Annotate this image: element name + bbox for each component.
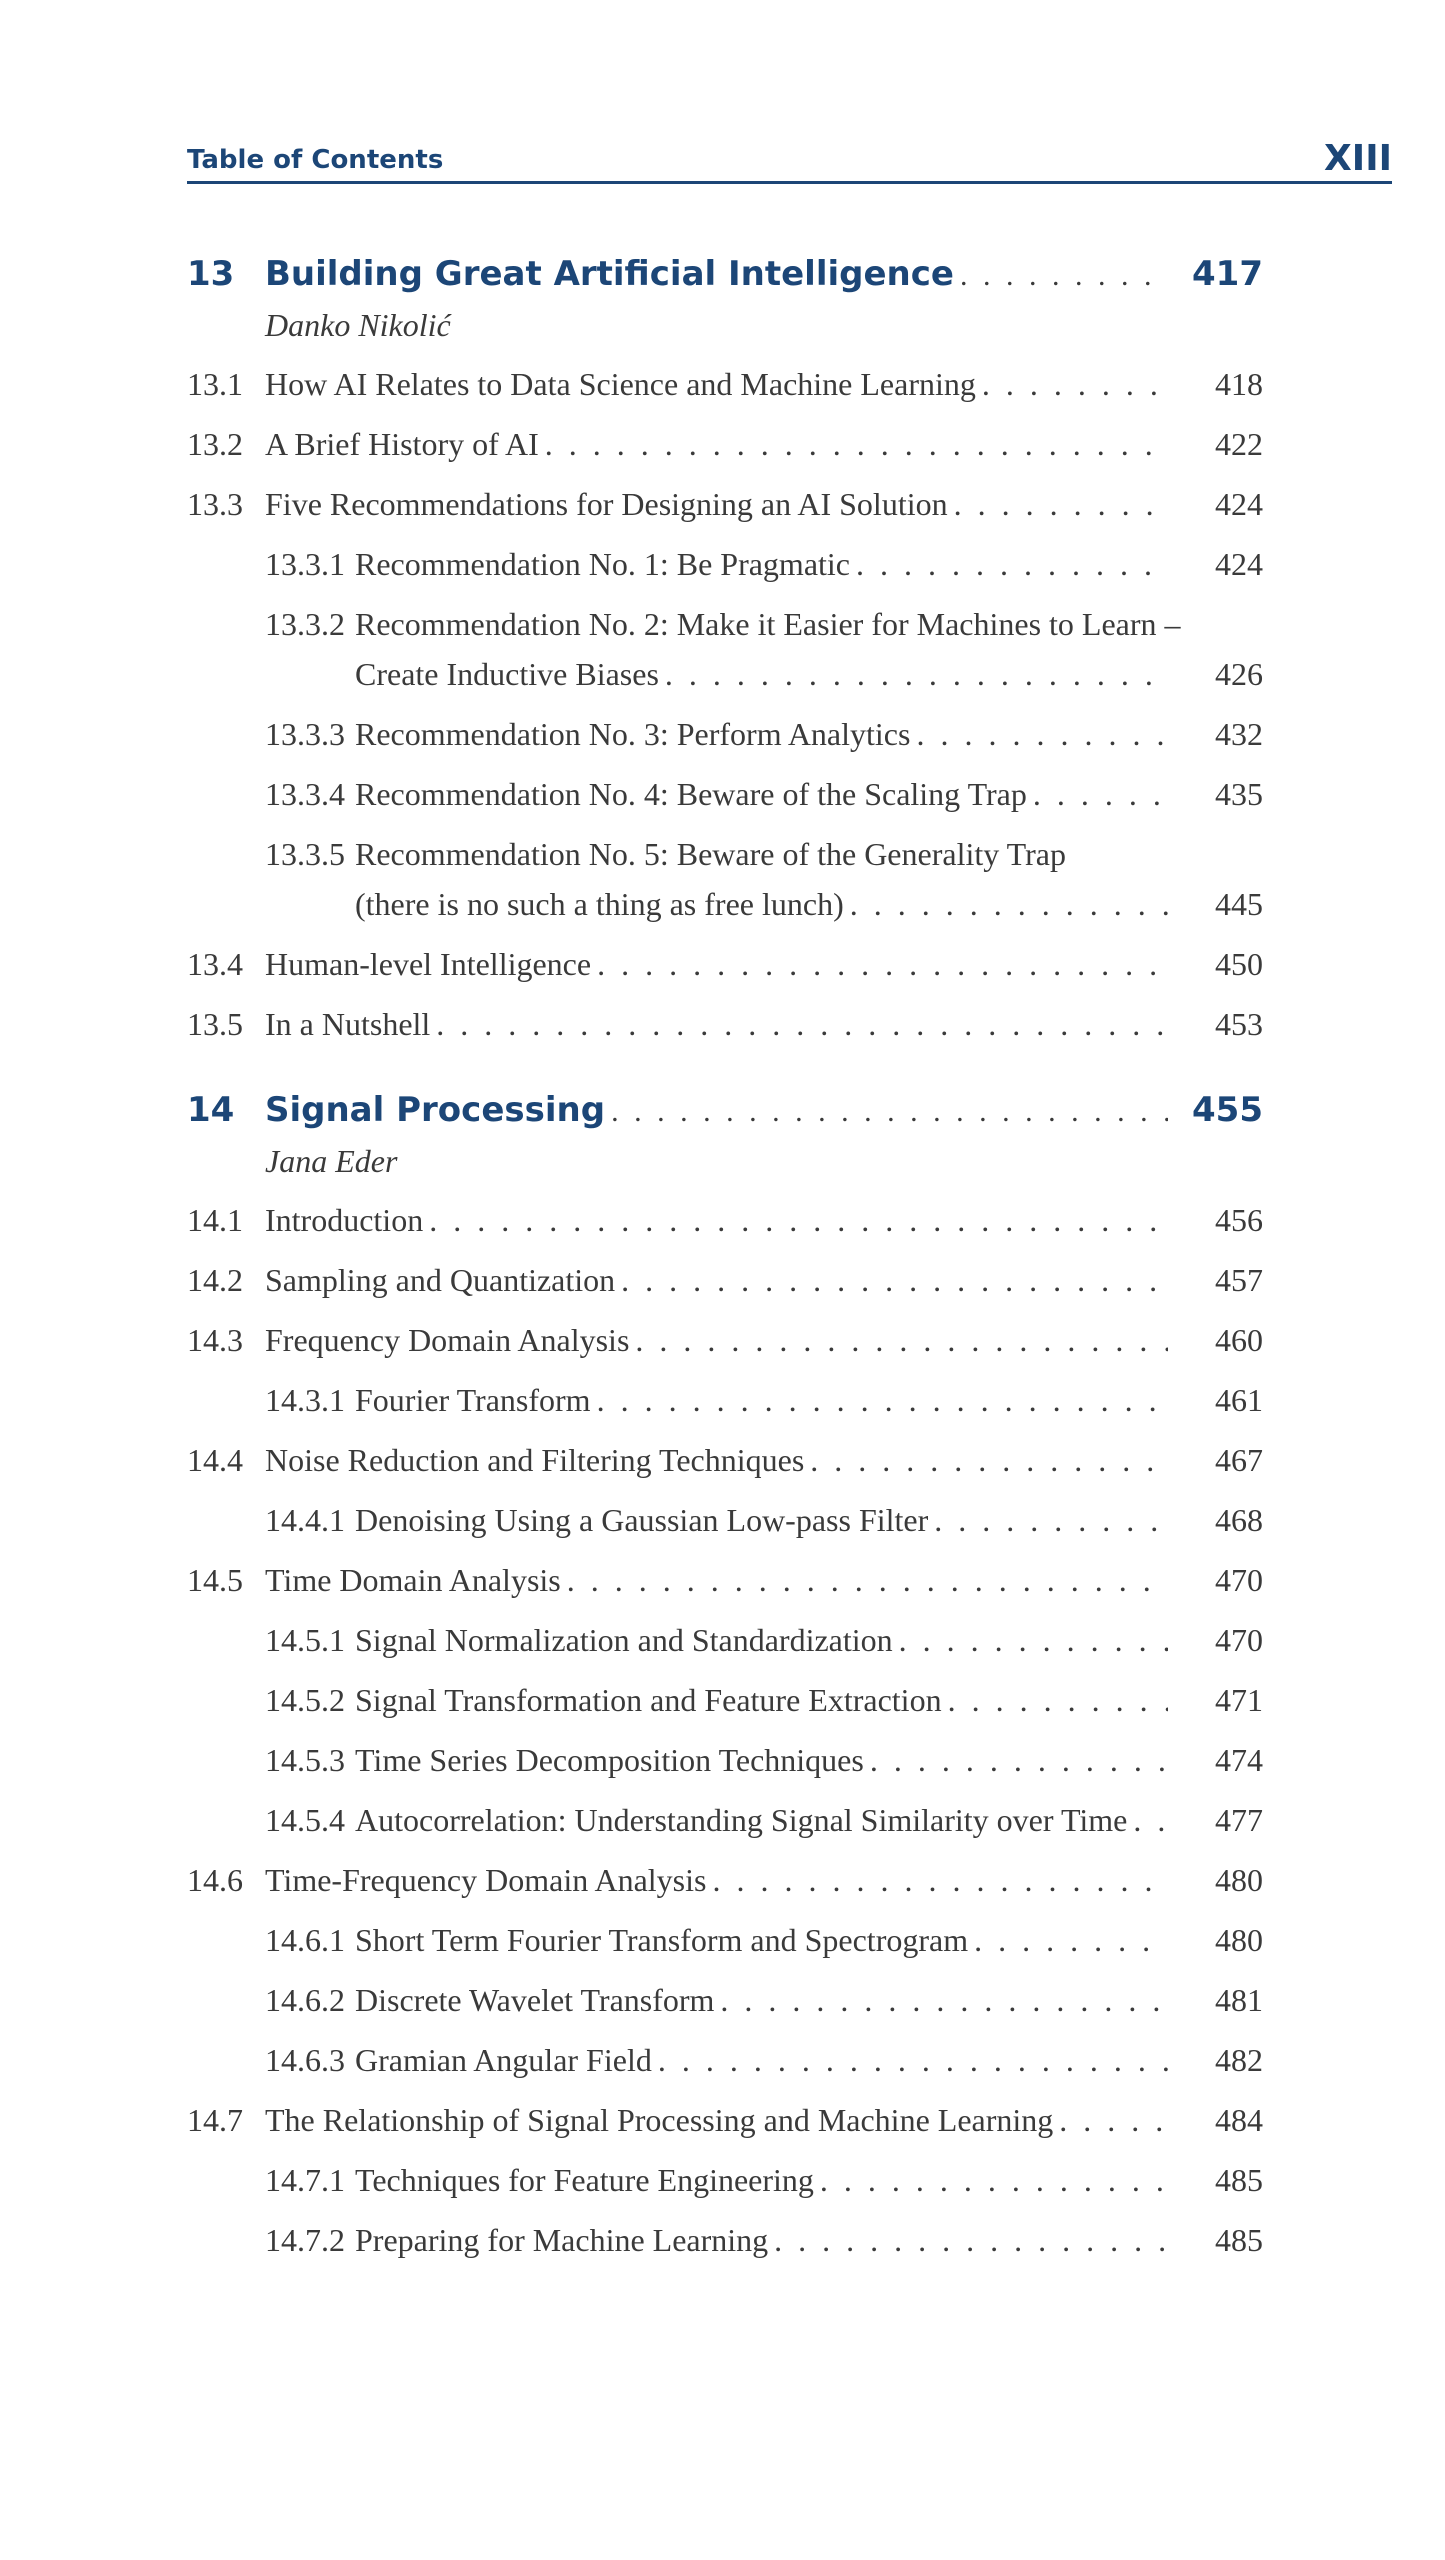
dot-leader xyxy=(960,254,1168,298)
subsection-number: 14.5.2 xyxy=(265,1682,345,1718)
page-number: XIII xyxy=(1324,138,1392,179)
subsection-title: Gramian Angular Field xyxy=(355,2042,652,2078)
subsection-title: Time Series Decomposition Techniques xyxy=(355,1742,864,1778)
dot-leader xyxy=(712,1858,1168,1902)
dot-leader xyxy=(1059,2098,1168,2142)
section-number: 13.2 xyxy=(187,426,243,462)
subsection-number: 14.6.3 xyxy=(265,2042,345,2078)
subsection-number: 14.7.2 xyxy=(265,2222,345,2258)
chapter-heading[interactable] xyxy=(187,1088,1263,1132)
subsection-title: Techniques for Feature Engineering xyxy=(355,2162,814,2198)
toc-entry[interactable] xyxy=(187,942,1263,986)
subsection-title: Preparing for Machine Learning xyxy=(355,2222,769,2258)
section-title: In a Nutshell xyxy=(265,1006,431,1042)
subsection-page: 480 xyxy=(1215,1922,1263,1958)
dot-leader xyxy=(954,482,1168,526)
section-page: 418 xyxy=(1215,366,1263,402)
dot-leader xyxy=(621,1258,1168,1302)
dot-leader xyxy=(850,882,1168,926)
subsection-title: Denoising Using a Gaussian Low-pass Filter xyxy=(355,1502,929,1538)
section-title: Introduction xyxy=(265,1202,424,1238)
subsection-title: Signal Transformation and Feature Extraction xyxy=(355,1682,942,1718)
subsection-page: 424 xyxy=(1215,546,1263,582)
section-page: 470 xyxy=(1215,1562,1263,1598)
toc-entry[interactable] xyxy=(187,832,1263,876)
section-number: 13.3 xyxy=(187,486,243,522)
toc-entry[interactable] xyxy=(187,1858,1263,1902)
toc-entry[interactable] xyxy=(187,362,1263,406)
subsection-page: 461 xyxy=(1215,1382,1263,1418)
toc-entry[interactable] xyxy=(187,1258,1263,1302)
chapter-page: 417 xyxy=(1192,254,1263,294)
dot-leader xyxy=(974,1918,1168,1962)
section-number: 14.1 xyxy=(187,1202,243,1238)
toc-entry[interactable] xyxy=(187,772,1263,816)
dot-leader xyxy=(635,1318,1168,1362)
section-page: 460 xyxy=(1215,1322,1263,1358)
subsection-number: 13.3.1 xyxy=(265,546,345,582)
dot-leader xyxy=(916,712,1168,756)
dot-leader xyxy=(982,362,1168,406)
chapter-heading[interactable] xyxy=(187,252,1263,296)
subsection-title: Recommendation No. 1: Be Pragmatic xyxy=(355,546,850,582)
subsection-number: 14.6.2 xyxy=(265,1982,345,2018)
dot-leader xyxy=(870,1738,1168,1782)
subsection-page: 485 xyxy=(1215,2222,1263,2258)
section-page: 480 xyxy=(1215,1862,1263,1898)
subsection-title-continued: (there is no such a thing as free lunch) xyxy=(355,886,844,922)
toc-entry-continuation[interactable] xyxy=(187,882,1263,926)
subsection-page: 468 xyxy=(1215,1502,1263,1538)
section-title: Noise Reduction and Filtering Techniques xyxy=(265,1442,805,1478)
section-number: 13.5 xyxy=(187,1006,243,1042)
section-number: 14.2 xyxy=(187,1262,243,1298)
subsection-number: 13.3.3 xyxy=(265,716,345,752)
subsection-title: Signal Normalization and Standardization xyxy=(355,1622,893,1658)
chapter-author: Danko Nikolić xyxy=(265,307,451,343)
dot-leader xyxy=(856,542,1168,586)
toc-entry[interactable] xyxy=(187,1978,1263,2022)
dot-leader xyxy=(436,1002,1168,1046)
dot-leader xyxy=(567,1558,1168,1602)
section-number: 14.3 xyxy=(187,1322,243,1358)
subsection-title: Recommendation No. 2: Make it Easier for Machines to Learn – xyxy=(355,606,1181,642)
subsection-title: Autocorrelation: Understanding Signal Similarity over Time xyxy=(355,1802,1128,1838)
section-title: Human-level Intelligence xyxy=(265,946,592,982)
dot-leader xyxy=(934,1498,1168,1542)
section-page: 457 xyxy=(1215,1262,1263,1298)
dot-leader xyxy=(665,652,1168,696)
subsection-title: Short Term Fourier Transform and Spectrogram xyxy=(355,1922,969,1958)
subsection-title: Recommendation No. 3: Perform Analytics xyxy=(355,716,911,752)
toc-entry[interactable] xyxy=(187,1798,1263,1842)
toc-entry[interactable] xyxy=(187,1618,1263,1662)
subsection-number: 14.6.1 xyxy=(265,1922,345,1958)
toc-entry[interactable] xyxy=(187,712,1263,756)
subsection-number: 14.3.1 xyxy=(265,1382,345,1418)
section-number: 13.1 xyxy=(187,366,243,402)
dot-leader xyxy=(545,422,1168,466)
section-page: 453 xyxy=(1215,1006,1263,1042)
toc-entry[interactable] xyxy=(187,1318,1263,1362)
toc-entry[interactable] xyxy=(187,602,1263,646)
subsection-page: 474 xyxy=(1215,1742,1263,1778)
section-number: 14.6 xyxy=(187,1862,243,1898)
subsection-number: 14.4.1 xyxy=(265,1502,345,1538)
section-number: 14.7 xyxy=(187,2102,243,2138)
section-title: How AI Relates to Data Science and Machine Learning xyxy=(265,366,976,402)
subsection-page: 426 xyxy=(1215,656,1263,692)
subsection-title: Recommendation No. 4: Beware of the Scaling Trap xyxy=(355,776,1027,812)
subsection-page: 435 xyxy=(1215,776,1263,812)
section-title: Five Recommendations for Designing an AI Solution xyxy=(265,486,948,522)
subsection-number: 14.5.3 xyxy=(265,1742,345,1778)
subsection-page: 485 xyxy=(1215,2162,1263,2198)
subsection-title: Discrete Wavelet Transform xyxy=(355,1982,715,2018)
subsection-page: 477 xyxy=(1215,1802,1263,1838)
section-number: 13.4 xyxy=(187,946,243,982)
toc-entry[interactable] xyxy=(187,1738,1263,1782)
section-page: 484 xyxy=(1215,2102,1263,2138)
toc-entry[interactable] xyxy=(187,1918,1263,1962)
dot-leader xyxy=(597,942,1168,986)
toc-entry[interactable] xyxy=(187,1198,1263,1242)
subsection-number: 14.5.4 xyxy=(265,1802,345,1838)
dot-leader xyxy=(597,1378,1168,1422)
section-page: 456 xyxy=(1215,1202,1263,1238)
subsection-title: Recommendation No. 5: Beware of the Generality Trap xyxy=(355,836,1066,872)
toc-entry[interactable] xyxy=(187,2098,1263,2142)
section-title: The Relationship of Signal Processing and Machine Learning xyxy=(265,2102,1054,2138)
dot-leader xyxy=(810,1438,1168,1482)
section-title: Sampling and Quantization xyxy=(265,1262,616,1298)
subsection-number: 13.3.4 xyxy=(265,776,345,812)
section-title: Time-Frequency Domain Analysis xyxy=(265,1862,707,1898)
section-title: A Brief History of AI xyxy=(265,426,539,462)
subsection-page: 482 xyxy=(1215,2042,1263,2078)
section-title: Frequency Domain Analysis xyxy=(265,1322,630,1358)
subsection-number: 14.7.1 xyxy=(265,2162,345,2198)
dot-leader xyxy=(948,1678,1168,1722)
running-title: Table of Contents xyxy=(187,145,444,175)
toc-entry[interactable] xyxy=(187,2218,1263,2262)
dot-leader xyxy=(1133,1798,1168,1842)
subsection-number: 13.3.2 xyxy=(265,606,345,642)
section-number: 14.4 xyxy=(187,1442,243,1478)
subsection-number: 13.3.5 xyxy=(265,836,345,872)
section-number: 14.5 xyxy=(187,1562,243,1598)
chapter-title: Signal Processing xyxy=(265,1090,606,1130)
subsection-number: 14.5.1 xyxy=(265,1622,345,1658)
subsection-title: Fourier Transform xyxy=(355,1382,591,1418)
page-header xyxy=(187,128,1392,184)
dot-leader xyxy=(611,1090,1168,1134)
chapter-number: 13 xyxy=(187,254,235,294)
chapter-title: Building Great Artificial Intelligence xyxy=(265,254,954,294)
toc-entry[interactable] xyxy=(187,1378,1263,1422)
section-page: 467 xyxy=(1215,1442,1263,1478)
toc-entry[interactable] xyxy=(187,1002,1263,1046)
subsection-page: 471 xyxy=(1215,1682,1263,1718)
section-title: Time Domain Analysis xyxy=(265,1562,561,1598)
toc-entry[interactable] xyxy=(187,1438,1263,1482)
subsection-page: 470 xyxy=(1215,1622,1263,1658)
subsection-title-continued: Create Inductive Biases xyxy=(355,656,659,692)
dot-leader xyxy=(1033,772,1168,816)
chapter-number: 14 xyxy=(187,1090,235,1130)
section-page: 450 xyxy=(1215,946,1263,982)
toc-entry[interactable] xyxy=(187,422,1263,466)
section-page: 424 xyxy=(1215,486,1263,522)
dot-leader xyxy=(820,2158,1168,2202)
subsection-page: 432 xyxy=(1215,716,1263,752)
toc-entry[interactable] xyxy=(187,482,1263,526)
section-page: 422 xyxy=(1215,426,1263,462)
subsection-page: 445 xyxy=(1215,886,1263,922)
toc-entry-continuation[interactable] xyxy=(187,652,1263,696)
toc-entry[interactable] xyxy=(187,542,1263,586)
dot-leader xyxy=(720,1978,1168,2022)
dot-leader xyxy=(774,2218,1168,2262)
toc-entry[interactable] xyxy=(187,1498,1263,1542)
toc-entry[interactable] xyxy=(187,1678,1263,1722)
chapter-page: 455 xyxy=(1192,1090,1263,1130)
dot-leader xyxy=(429,1198,1168,1242)
toc-entry[interactable] xyxy=(187,1558,1263,1602)
subsection-page: 481 xyxy=(1215,1982,1263,2018)
toc-entry[interactable] xyxy=(187,2038,1263,2082)
dot-leader xyxy=(899,1618,1168,1662)
toc-entry[interactable] xyxy=(187,2158,1263,2202)
chapter-author: Jana Eder xyxy=(265,1143,398,1179)
dot-leader xyxy=(658,2038,1168,2082)
